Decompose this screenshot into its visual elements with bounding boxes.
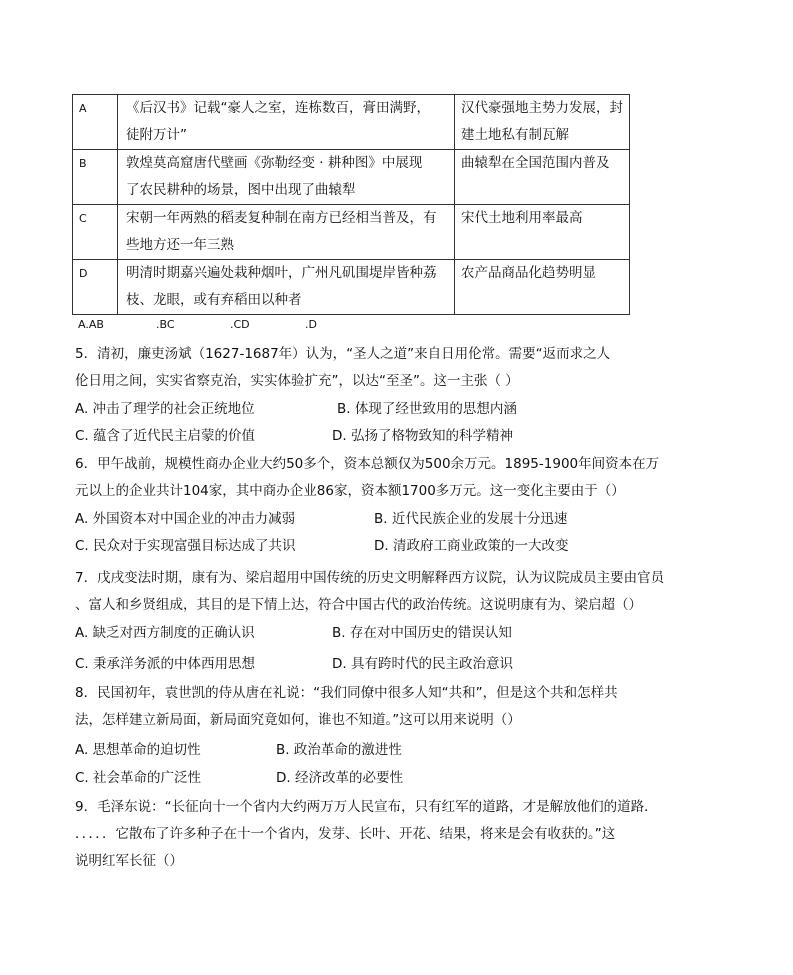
choice-a[interactable]: A. 冲击了理学的社会正统地位 <box>75 401 255 417</box>
choice-c[interactable]: C. 秉承洋务派的中体西用思想 <box>75 656 256 672</box>
concl-line: 农产品商品化趋势明显 <box>461 265 596 281</box>
question-stem: 9．毛泽东说：“长征向十一个省内大约两万万人民宣布，只有红军的道路，才是解放他们的道路． <box>75 799 658 815</box>
question-stem: 、富人和乡贤组成，其目的是下情上达，符合中国古代的政治传统。这说明康有为、梁启超（） <box>75 597 642 613</box>
choice-d[interactable]: D. 弘扬了格物致知的科学精神 <box>332 428 513 444</box>
desc-line: 枝、龙眼，或有弃稻田以种者 <box>126 292 302 308</box>
question-5-choices-row <box>75 396 715 423</box>
row-conclusion <box>455 150 630 205</box>
row-conclusion <box>455 260 630 315</box>
row-description <box>118 260 455 315</box>
question-stem: 法，怎样建立新局面，新局面究竟如何，谁也不知道。”这可以用来说明（） <box>75 712 521 728</box>
row-description <box>118 150 455 205</box>
desc-line: 些地方还一年三熟 <box>126 237 234 253</box>
row-description <box>118 205 455 260</box>
choice-b[interactable]: B. 存在对中国历史的错误认知 <box>332 625 512 641</box>
choice-b[interactable]: B. 体现了经世致用的思想内涵 <box>337 401 517 417</box>
choice-a[interactable]: A. 思想革命的迫切性 <box>75 742 201 758</box>
question-6-choices-row <box>75 533 715 560</box>
row-letter: A <box>73 95 118 150</box>
row-letter: D <box>73 260 118 315</box>
question-9 <box>75 794 715 875</box>
question-7 <box>75 565 715 619</box>
question-6 <box>75 451 715 505</box>
desc-line: 了农民耕种的场景，图中出现了曲辕犁 <box>126 182 356 198</box>
question-8 <box>75 680 715 734</box>
question-stem: 8．民国初年，袁世凯的侍从唐在礼说：“我们同僚中很多人知“共和”，但是这个共和怎样共 <box>75 685 618 701</box>
question-5 <box>75 341 715 395</box>
desc-line: 宋朝一年两熟的稻麦复种制在南方已经相当普及，有 <box>126 210 437 226</box>
choice-c[interactable]: C. 民众对于实现富强目标达成了共识 <box>75 538 296 554</box>
concl-line: 宋代土地利用率最高 <box>461 210 583 226</box>
question-stem: 5．清初，廉吏汤斌（1627-1687年）认为，“圣人之道”来自日用伦常。需要“返而求之人 <box>75 346 611 362</box>
concl-line: 建土地私有制瓦解 <box>461 127 569 143</box>
desc-line: 《后汉书》记载“豪人之室，连栋数百，膏田满野， <box>126 100 430 116</box>
desc-line: 徒附万计” <box>126 127 187 143</box>
row-letter: B <box>73 150 118 205</box>
choice-c[interactable]: C. 社会革命的广泛性 <box>75 770 202 786</box>
row-description <box>118 95 455 150</box>
table-row <box>73 150 630 205</box>
question-stem: 6．甲午战前，规模性商办企业大约50多个，资本总额仅为500余万元。1895-1900年间资本在万 <box>75 456 660 472</box>
answer-option[interactable]: .CD <box>230 318 250 331</box>
question-5-choices-row <box>75 423 715 450</box>
question-stem: 伦日用之间，实实省察克治，实实体验扩充”，以达“至圣”。这一主张（ ） <box>75 373 519 389</box>
question-7-choices-row <box>75 620 715 647</box>
question-stem: ．．．．．它散布了许多种子在十一个省内，发芽、长叶、开花、结果，将来是会有收获的。”这 <box>75 826 616 842</box>
choice-b[interactable]: B. 近代民族企业的发展十分迅速 <box>374 511 568 527</box>
question-stem: 7．戊戌变法时期，康有为、梁启超用中国传统的历史文明解释西方议院，认为议院成员主要由官员 <box>75 570 665 586</box>
question-stem: 说明红军长征（） <box>75 853 183 869</box>
row-letter: C <box>73 205 118 260</box>
question-8-choices-row <box>75 765 715 792</box>
answer-option[interactable]: .BC <box>156 318 175 331</box>
question-6-choices-row <box>75 506 715 533</box>
table-row <box>73 95 630 150</box>
options-table <box>72 94 630 315</box>
question-stem: 元以上的企业共计104家，其中商办企业86家，资本额1700多万元。这一变化主要由于（） <box>75 483 625 499</box>
choice-a[interactable]: A. 缺乏对西方制度的正确认识 <box>75 625 255 641</box>
choice-d[interactable]: D. 具有跨时代的民主政治意识 <box>332 656 513 672</box>
row-conclusion <box>455 205 630 260</box>
choice-b[interactable]: B. 政治革命的激进性 <box>276 742 402 758</box>
answer-option[interactable]: .D <box>305 318 317 331</box>
choice-c[interactable]: C. 蕴含了近代民主启蒙的价值 <box>75 428 256 444</box>
question-7-choices-row <box>75 651 715 678</box>
concl-line: 汉代豪强地主势力发展，封 <box>461 100 623 116</box>
table-row <box>73 260 630 315</box>
choice-d[interactable]: D. 清政府工商业政策的一大改变 <box>374 538 569 554</box>
desc-line: 敦煌莫高窟唐代壁画《弥勒经变 · 耕种图》中展现 <box>126 155 423 171</box>
concl-line: 曲辕犁在全国范围内普及 <box>461 155 610 171</box>
row-conclusion <box>455 95 630 150</box>
question-8-choices-row <box>75 737 715 764</box>
answer-option[interactable]: A.AB <box>78 318 104 331</box>
choice-d[interactable]: D. 经济改革的必要性 <box>276 770 403 786</box>
desc-line: 明清时期嘉兴遍处栽种烟叶，广州凡矶围堤岸皆种荔 <box>126 265 437 281</box>
table-row <box>73 205 630 260</box>
choice-a[interactable]: A. 外国资本对中国企业的冲击力减弱 <box>75 511 296 527</box>
